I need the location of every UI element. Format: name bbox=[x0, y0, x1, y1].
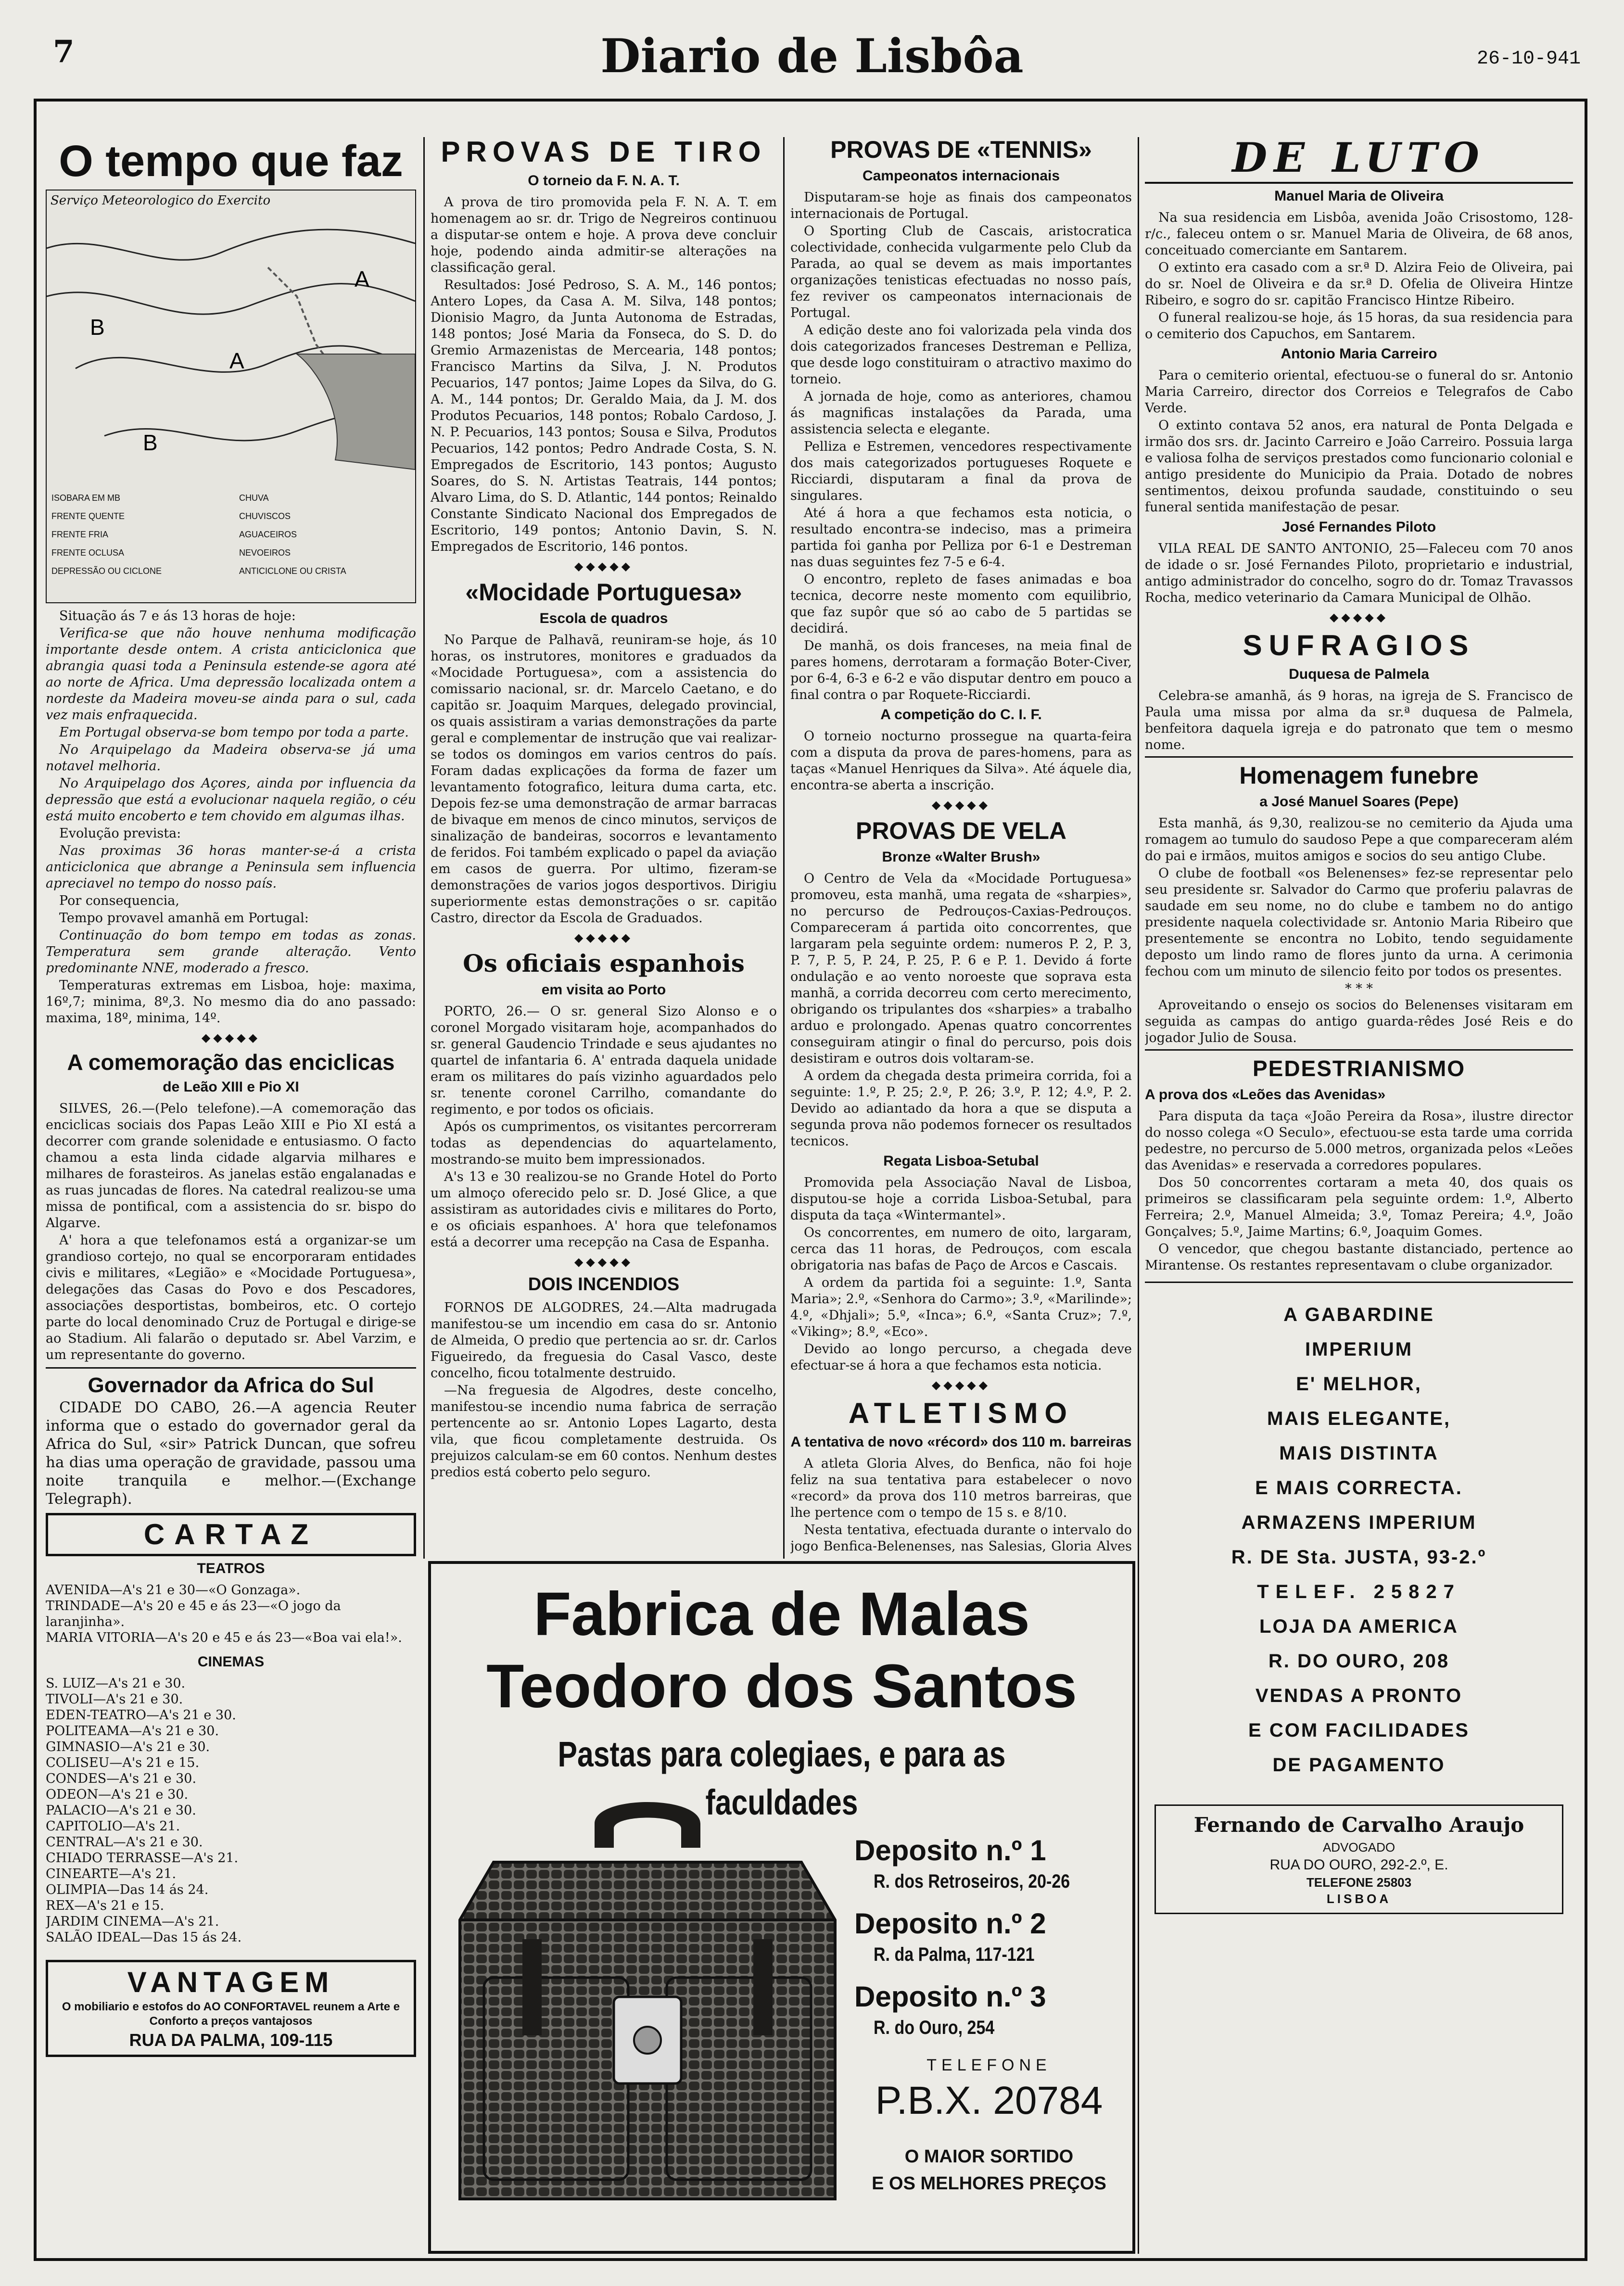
list-item: SALÃO IDEAL—Das 15 ás 24. bbox=[46, 1930, 242, 1945]
slogan-line1: O MAIOR SORTIDO bbox=[904, 2146, 1074, 2167]
paragraph: Até á hora a que fechamos esta noticia, o resultado encontra-se indeciso, mas a primeira partida foi ganha por Pelliza por 6-1 e Destreman nas duas seguintes fez 7-5 e 6-4. bbox=[790, 506, 1132, 570]
advogado-name: Fernando de Carvalho Araujo bbox=[1193, 1813, 1524, 1837]
advogado-phone: TELEFONE 25803 bbox=[1306, 1875, 1412, 1890]
paragraph: Evolução prevista: bbox=[59, 826, 181, 841]
divider bbox=[46, 1367, 416, 1369]
briefcase-illustration bbox=[450, 1795, 845, 2218]
paragraph: VILA REAL DE SANTO ANTONIO, 25—Faleceu com 70 anos de idade o sr. José Fernandes Piloto, proprietario e industrial, antigo administrador do concelho, sogro do dr. Tomaz Travassos Rocha, medico veterinario da Camara Municipal de Olhão. bbox=[1145, 541, 1573, 605]
ornament-divider: ◆◆◆◆◆ bbox=[574, 559, 634, 573]
sufragios-subhead: Duquesa de Palmela bbox=[1289, 666, 1429, 682]
anticyclone-label: A bbox=[229, 348, 244, 373]
ornament-divider: ◆◆◆◆◆ bbox=[931, 1378, 991, 1392]
paragraph: Nesta tentativa, efectuada durante o intervalo do jogo Benfica-Belenenses, nas Salesias, Gloria Alves bbox=[790, 1523, 1132, 1554]
paragraph: A' hora a que telefonamos está a organizar-se um grandioso cortejo, no qual se encorporaram entidades civis e militares, «Legião» e «Mocidade Portuguesa», delegações das Casas do Povo e dos Pescadores, associações desportistas, bombeiros, etc. O cortejo parte do local denominado Cruz de Portugal e dirige-se ao Stadium. Ali falarão o deputado sr. Abel Varzim, e um representante do governo. bbox=[46, 1233, 416, 1362]
atletismo-headline: ATLETISMO bbox=[848, 1397, 1074, 1429]
paragraph: CIDADE DO CABO, 26.—A agencia Reuter informa que o estado do governador geral da Africa do Sul, «sir» Patrick Duncan, que sofreu ha dias uma operação de gravidade, passou uma noite tranquila e melhor.—(Exchange Telegraph). bbox=[46, 1399, 416, 1508]
column-rule bbox=[783, 137, 785, 1559]
legend-item: NEVOEIROS bbox=[239, 548, 291, 558]
paragraph: Aproveitando o ensejo os socios do Belenenses visitaram em seguida as campas do antigo guarda-rêdes José Reis e do jogador Julio de Sousa. bbox=[1145, 998, 1573, 1045]
advogado-role: ADVOGADO bbox=[1322, 1840, 1396, 1854]
asterism: * * * bbox=[1345, 981, 1373, 996]
deposito-2-label: Deposito n.º 2 bbox=[854, 1907, 1046, 1940]
column-3 bbox=[790, 135, 1132, 1554]
ad-line: E COM FACILIDADES bbox=[1248, 1720, 1470, 1741]
vela-subhead: Bronze «Walter Brush» bbox=[882, 849, 1040, 865]
paragraph: O Centro de Vela da «Mocidade Portuguesa» promoveu, esta manhã, uma regata de «sharpies», no percurso de Pedrouços-Caxias-Pedrouços. Compareceram á partida oito concorrentes, que largaram pela seguinte ordem: numeros P. 2, P. 3, P. 7, P. 5, P. 24, P. 25, P. 6 e P. 1. Devido á forte ondulação e ao vento noroeste que soprava esta manhã, a corrida decorreu com certo merecimento, obrigando os tripulantes dos «sharpies» a trabalho arduo e prolongado. Apenas quatro concorrentes conseguiram atingir o final do percurso, pois dois desistiram e outros dois voltaram-se. bbox=[790, 871, 1132, 1066]
paragraph: Celebra-se amanhã, ás 9 horas, na igreja de S. Francisco de Paula uma missa por alma da sr.ª duquesa de Palmela, benfeitora daquela igreja e do patronato que tem o mesmo nome. bbox=[1145, 688, 1573, 752]
list-item: S. LUIZ—A's 21 e 30. bbox=[46, 1676, 186, 1691]
deposito-1-label: Deposito n.º 1 bbox=[854, 1834, 1046, 1867]
teatros-label: TEATROS bbox=[197, 1561, 265, 1576]
list-item: EDEN-TEATRO—A's 21 e 30. bbox=[46, 1708, 236, 1723]
ad-line: LOJA DA AMERICA bbox=[1259, 1616, 1459, 1637]
legend-item: CHUVA bbox=[239, 493, 269, 503]
paragraph: Por consequencia, bbox=[59, 893, 179, 908]
paragraph: O encontro, repleto de fases animadas e boa tecnica, decorre neste momento com equilibrio, que faz supôr que só ao cabo de 5 partidas se decidirá. bbox=[790, 572, 1132, 636]
ad-line: IMPERIUM bbox=[1305, 1339, 1413, 1360]
paragraph: —Na freguesia de Algodres, deste concelho, manifestou-se incendio numa fabrica de serração pertencente ao sr. Antonio Lopes Lagarto, desta vila, que ficou completamente destruida. Os prejuizos calculam-se em 60 contos. Nenhum destes predios está coberto pelo seguro. bbox=[431, 1383, 777, 1480]
paragraph: A jornada de hoje, como as anteriores, chamou ás magnificas instalações da Parada, uma assistencia selecta e elegante. bbox=[790, 389, 1132, 437]
paragraph: Verifica-se que não houve nenhuma modificação importante desde ontem. A crista anticiclonica que abrangia quasi toda a Peninsula estende-se agora até ao norte de Africa. Uma depressão localizada ontem a nordeste da Madeira moveu-se ainda para o sul, cada vez mais enfraquecida. bbox=[46, 626, 416, 723]
paragraph: Disputaram-se hoje as finais dos campeonatos internacionais de Portugal. bbox=[790, 190, 1132, 221]
list-item: ODEON—A's 21 e 30. bbox=[46, 1787, 189, 1802]
ad-line: A GABARDINE bbox=[1283, 1304, 1434, 1325]
tempo-headline: O tempo que faz bbox=[59, 137, 403, 186]
list-item: MARIA VITORIA—A's 20 e 45 e ás 23—«Boa vai ela!». bbox=[46, 1630, 402, 1645]
paragraph: Temperaturas extremas em Lisboa, hoje: maxima, 16º,7; minima, 8º,3. No mesmo dia do ano passado: maxima, 18º, minima, 14º. bbox=[46, 978, 416, 1026]
paragraph: No Parque de Palhavã, reuniram-se hoje, ás 10 horas, os instrutores, monitores e graduados da «Mocidade Portuguesa», com a assistencia do comissario nacional, sr. dr. Marcelo Caetano, e do capitão sr. Joaquim Marques, delegado provincial, os quais assistiram a varias demonstrações da parte geral e complementar de instrução que vai realizar-se todos os domingos em varios centros do país. Foram dadas explicações da forma de fazer um levantamento fotografico, leitura duma carta, etc. Depois fez-se uma demonstração de armar barracas de bivaque em menos de cinco minutos, serviços de sinalização de bandeiras, socorros e levantamento de feridos. Foi também explicado o papel da aviação em casos de guerra. Por ultimo, fizeram-se demonstrações de varios jogos desportivos. Dirigiu superiormente estas demonstrações o sr. capitão Castro, director da Escola de Graduados. bbox=[431, 633, 777, 926]
divider bbox=[1145, 756, 1573, 758]
obituary-name: Manuel Maria de Oliveira bbox=[1274, 188, 1444, 204]
isobar-chart bbox=[47, 210, 415, 479]
list-item: REX—A's 21 e 15. bbox=[46, 1898, 165, 1913]
gabardine-ad bbox=[1145, 1297, 1573, 1782]
map-caption: Serviço Meteorologico do Exercito bbox=[51, 193, 271, 208]
list-item: CENTRAL—A's 21 e 30. bbox=[46, 1835, 203, 1850]
paragraph: Devido ao longo percurso, a chegada deve efectuar-se á hora a que fechamos esta noticia. bbox=[790, 1342, 1132, 1373]
tennis-subhead: Campeonatos internacionais bbox=[862, 168, 1060, 184]
legend-item: FRENTE FRIA bbox=[51, 530, 109, 539]
paragraph: FORNOS DE ALGODRES, 24.—Alta madrugada manifestou-se um incendio em casa do sr. Antonio de Almeida, O predio que pertencia ao sr. dr. Carlos Figueiredo, da freguesia do Casal Vasco, deste concelho, ficou totalmente destruido. bbox=[431, 1300, 777, 1381]
list-item: JARDIM CINEMA—A's 21. bbox=[46, 1914, 219, 1929]
divider bbox=[1145, 182, 1573, 184]
paragraph: A atleta Gloria Alves, do Benfica, não foi hoje feliz na sua tentativa para estabelecer o novo «record» da prova dos 110 metros barreiras, que lhe pertence com o tempo de 15 s. e 8/10. bbox=[790, 1456, 1132, 1520]
ad-line: E' MELHOR, bbox=[1296, 1373, 1422, 1395]
legend-item: ISOBARA EM MB bbox=[51, 493, 121, 503]
paragraph: O funeral realizou-se hoje, ás 15 horas, da sua residencia para o cemiterio dos Capuchos, em Santarem. bbox=[1145, 310, 1573, 342]
list-item: POLITEAMA—A's 21 e 30. bbox=[46, 1724, 219, 1739]
paragraph: Após os cumprimentos, os visitantes percorreram todas as dependencias do aquartelamento, mostrando-se muito bem impressionados. bbox=[431, 1119, 777, 1167]
cinemas-label: CINEMAS bbox=[197, 1654, 265, 1670]
tiro-headline: PROVAS DE TIRO bbox=[441, 136, 767, 168]
paragraph: Dos 50 concorrentes cortaram a meta 40, dos quais os primeiros se classificaram pela seguinte ordem: 1.º, Alberto Ferreira; 2.º, Manuel Almeida; 3.º, Tomaz Pereira; 4.º, João Gonçalves; 5.º, Jaime Martins; 6.º, Joaquim Gomes. bbox=[1145, 1175, 1573, 1239]
telefone-label: TELEFONE bbox=[926, 2056, 1052, 2074]
list-item: COLISEU—A's 21 e 15. bbox=[46, 1755, 200, 1770]
cartaz-title: CARTAZ bbox=[143, 1518, 318, 1550]
fabrica-malas-ad bbox=[428, 1561, 1135, 2254]
column-rule bbox=[423, 137, 425, 1559]
ad-line: DE PAGAMENTO bbox=[1272, 1754, 1446, 1776]
list-item: TRINDADE—A's 20 e 45 e ás 23—«O jogo da laranjinha». bbox=[46, 1599, 341, 1629]
paragraph: Na sua residencia em Lisbôa, avenida João Crisostomo, 128-r/c., faleceu ontem o sr. Manuel Maria de Oliveira, de 68 anos, conceituado comerciante em Santarem. bbox=[1145, 210, 1573, 258]
list-item: CINEARTE—A's 21. bbox=[46, 1867, 177, 1881]
paragraph: A ordem da chegada desta primeira corrida, foi a seguinte: 1.º, P. 25; 2.º, P. 26; 3.º, P. 12; 4.º, P. 2. Devido ao adiantado da hora a que se disputa a segunda prova não podemos fornecer os resultados tecnicos. bbox=[790, 1068, 1132, 1149]
paragraph: Em Portugal observa-se bom tempo por toda a parte. bbox=[59, 725, 409, 740]
ad-subtitle: Pastas para colegiaes, e para as faculdades bbox=[558, 1734, 1006, 1822]
incendios-headline: DOIS INCENDIOS bbox=[528, 1274, 680, 1295]
ad-line: ARMAZENS IMPERIUM bbox=[1241, 1512, 1477, 1533]
ad-line: E MAIS CORRECTA. bbox=[1255, 1477, 1463, 1499]
homenagem-headline: Homenagem funebre bbox=[1239, 762, 1479, 789]
paragraph: Para o cemiterio oriental, efectuou-se o funeral do sr. Antonio Maria Carreiro, director dos Correios e Telegrafos de Cabo Verde. bbox=[1145, 368, 1573, 416]
depositos-list bbox=[854, 1833, 1124, 2197]
mocidade-subhead: Escola de quadros bbox=[539, 610, 668, 626]
paragraph: Continuação do bom tempo em todas as zonas. Temperatura sem grande alteração. Vento predominante NNE, moderado a fresco. bbox=[46, 928, 416, 976]
deposito-3-address: R. do Ouro, 254 bbox=[874, 2017, 995, 2038]
ad-line: MAIS DISTINTA bbox=[1279, 1443, 1439, 1464]
paragraph: No Arquipelago dos Açores, ainda por influencia da depressão que está a evolucionar naquela região, o céu está muito encoberto e tem chovido em algumas ilhas. bbox=[46, 776, 416, 824]
deposito-1-address: R. dos Retroseiros, 20-26 bbox=[874, 1871, 1070, 1892]
legend-item: FRENTE QUENTE bbox=[51, 511, 125, 521]
regata-subhead: Regata Lisboa-Setubal bbox=[883, 1153, 1039, 1169]
paragraph: O extinto era casado com a sr.ª D. Alzira Feio de Oliveira, pai do sr. Noel de Oliveira e da sr.ª D. Ofelia de Oliveira Hintze Ribeiro, e sogro do sr. capitão Francisco Hintze Ribeiro. bbox=[1145, 260, 1573, 308]
list-item: TIVOLI—A's 21 e 30. bbox=[46, 1692, 183, 1707]
legend-item: CHUVISCOS bbox=[239, 511, 291, 521]
legend-item: ANTICICLONE OU CRISTA bbox=[239, 566, 346, 576]
deposito-3-label: Deposito n.º 3 bbox=[854, 1981, 1046, 2013]
enciclicas-subhead: de Leão XIII e Pio XI bbox=[163, 1079, 299, 1095]
newspaper-title: Diario de Lisbôa bbox=[600, 29, 1024, 83]
ornament-divider: ◆◆◆◆◆ bbox=[574, 931, 634, 944]
atletismo-subhead: A tentativa de novo «récord» dos 110 m. barreiras bbox=[790, 1434, 1132, 1450]
weather-map bbox=[46, 190, 416, 603]
masthead bbox=[0, 0, 1624, 82]
oficiais-subhead: em visita ao Porto bbox=[541, 982, 666, 998]
advogado-card bbox=[1155, 1804, 1563, 1914]
paragraph: Nas proximas 36 horas manter-se-á a crista anticiclonica que abrange a Peninsula sem influencia apreciavel no tempo do nosso país. bbox=[46, 843, 416, 891]
ad-line: MAIS ELEGANTE, bbox=[1267, 1408, 1451, 1429]
ornament-divider: ◆◆◆◆◆ bbox=[1329, 610, 1389, 624]
paragraph: A ordem da partida foi a seguinte: 1.º, Santa Maria»; 2.º, «Senhora do Carmo»; 3.º, «Marilinde»; 4.º, «Dhjali»; 5.º, «Inca»; 6.º, «Santa Cruz»; 7.º, «Viking»; 8.º, «Eco». bbox=[790, 1275, 1132, 1339]
mocidade-headline: «Mocidade Portuguesa» bbox=[465, 579, 742, 606]
ad-title-line1: Fabrica de Malas bbox=[533, 1580, 1030, 1649]
list-item: OLIMPIA—Das 14 ás 24. bbox=[46, 1882, 209, 1897]
vantagem-title: VANTAGEM bbox=[127, 1966, 335, 1998]
list-item: GIMNASIO—A's 21 e 30. bbox=[46, 1740, 210, 1754]
paragraph: Os concorrentes, em numero de oito, largaram, cerca das 11 horas, de Pedrouços, com escala obrigatoria nas bafas de Paço de Arcos e Cascais. bbox=[790, 1225, 1132, 1273]
paragraph: O vencedor, que chegou bastante distanciado, pertence ao Mirantense. Os restantes representavam o clube organizador. bbox=[1145, 1242, 1573, 1273]
paragraph: Pelliza e Estremen, vencedores respectivamente dos mais categorizados portugueses Roquete e Ricciardi, disputaram a final da prova de singulares. bbox=[790, 439, 1132, 503]
paragraph: Promovida pela Associação Naval de Lisboa, disputou-se hoje a corrida Lisboa-Setubal, para disputa da taça «Wintermantel». bbox=[790, 1175, 1132, 1223]
depression-label: B bbox=[90, 315, 105, 340]
paragraph: O Sporting Club de Cascais, aristocratica colectividade, conhecida vulgarmente pelo Club da Parada, ao qual se devem as mais importantes organizações tenisticas efectuadas no nosso país, fez reviver os campeonatos internacionais de Portugal. bbox=[790, 224, 1132, 320]
list-item: CONDES—A's 21 e 30. bbox=[46, 1771, 197, 1786]
ornament-divider: ◆◆◆◆◆ bbox=[931, 798, 991, 812]
list-item: AVENIDA—A's 21 e 30—«O Gonzaga». bbox=[46, 1583, 301, 1598]
cif-subhead: A competição do C. I. F. bbox=[880, 707, 1042, 723]
slogan-line2: E OS MELHORES PREÇOS bbox=[872, 2173, 1106, 2194]
obituary-name: Antonio Maria Carreiro bbox=[1281, 346, 1437, 362]
paragraph: Tempo provavel amanhã em Portugal: bbox=[59, 911, 309, 926]
paragraph: Esta manhã, ás 9,30, realizou-se no cemiterio da Ajuda uma romagem ao tumulo do saudoso Pepe a que compareceram além do pai e irmãos, muitos amigos e socios do seu antigo Clube. bbox=[1145, 816, 1573, 864]
legend-item: FRENTE OCLUSA bbox=[51, 548, 125, 558]
pedestrianismo-headline: PEDESTRIANISMO bbox=[1252, 1056, 1466, 1081]
list-item: PALACIO—A's 21 e 30. bbox=[46, 1803, 196, 1818]
vantagem-text: O mobiliario e estofos do AO CONFORTAVEL reunem a Arte e Conforto a preços vantajosos bbox=[62, 2000, 400, 2028]
cartaz-box bbox=[46, 1513, 416, 1556]
advogado-city: LISBOA bbox=[1326, 1892, 1392, 1906]
cinemas-list bbox=[46, 1676, 416, 1945]
ornament-divider: ◆◆◆◆◆ bbox=[201, 1031, 261, 1044]
ornament-divider: ◆◆◆◆◆ bbox=[574, 1255, 634, 1269]
enciclicas-headline: A comemoração das enciclicas bbox=[67, 1050, 395, 1075]
paragraph: A edição deste ano foi valorizada pela vinda dos dois categorizados franceses Destreman e Pelliza, que desde logo constituiram o atractivo maximo do torneio. bbox=[790, 323, 1132, 387]
paragraph: Para disputa da taça «João Pereira da Rosa», ilustre director do nosso colega «O Seculo», efectuou-se esta tarde uma corrida pedestre, no percurso de 5.000 metros, organizada pelos «Leões das Avenidas» e reservada a corredores populares. bbox=[1145, 1109, 1573, 1173]
divider bbox=[1145, 1049, 1573, 1051]
paragraph: No Arquipelago da Madeira observa-se já uma notavel melhoria. bbox=[46, 742, 416, 774]
homenagem-subhead: a José Manuel Soares (Pepe) bbox=[1259, 794, 1459, 810]
vantagem-ad bbox=[46, 1960, 416, 2057]
legend-item: AGUACEIROS bbox=[239, 530, 297, 539]
depression-label: B bbox=[143, 430, 158, 455]
paragraph: SILVES, 26.—(Pelo telefone).—A comemoração das enciclicas sociais dos Papas Leão XIII e Pio XI está a decorrer com grande solenidade e entusiasmo. O facto chamou a esta linda cidade algarvia milhares e milhares de forasteiros. As janelas estão engalanadas e as ruas juncadas de flores. Na catedral realizou-se uma missa de pontifical, com a assistencia do sr. bispo do Algarve. bbox=[46, 1101, 416, 1231]
paragraph: A's 13 e 30 realizou-se no Grande Hotel do Porto um almoço oferecido pelo sr. D. José Glice, a que assistiram as autoridades civis e militares do Porto, e os oficiais espanhoes. A' hora que telefonamos está a decorrer uma recepção na Casa de Espanha. bbox=[431, 1169, 777, 1250]
oficiais-headline: Os oficiais espanhois bbox=[463, 949, 745, 978]
vela-headline: PROVAS DE VELA bbox=[855, 817, 1067, 844]
paragraph: O clube de football «os Belenenses» fez-se representar pelo seu presidente sr. Salvador do Carmo que proferiu palavras de saudade em seu nome, no do clube e tambem no do antigo presidente naquela colectividade sr. Antonio Maria Ribeiro que presentemente se encontra no Lobito, tendo seguidamente deposto um lindo ramo de flores junto da urna. A cerimonia fechou com um minuto de silencio feito por todos os presentes. bbox=[1145, 866, 1573, 979]
column-4 bbox=[1145, 135, 1573, 2251]
column-rule bbox=[1138, 137, 1139, 2254]
paragraph: O extinto contava 52 anos, era natural de Ponta Delgada e irmão dos srs. dr. Jacinto Carreiro e João Carreiro. Possuia larga e valiosa folha de serviços prestados como funcionario colonial e antigo presidente do Municipio da Praia. Dotado de nobres sentimentos, deixou profunda saudade, constituindo o seu funeral sentida manifestação de pesar. bbox=[1145, 418, 1573, 515]
list-item: CAPITOLIO—A's 21. bbox=[46, 1819, 180, 1834]
anticyclone-label: A bbox=[355, 267, 369, 292]
luto-headline: DE LUTO bbox=[1232, 135, 1486, 181]
paragraph: Situação ás 7 e ás 13 horas de hoje: bbox=[59, 609, 296, 623]
sufragios-headline: SUFRAGIOS bbox=[1243, 629, 1475, 661]
governador-headline: Governador da Africa do Sul bbox=[88, 1373, 374, 1397]
vantagem-address: RUA DA PALMA, 109-115 bbox=[129, 2030, 333, 2050]
pbx-number: P.B.X. 20784 bbox=[875, 2079, 1103, 2122]
tiro-subhead: O torneio da F. N. A. T. bbox=[528, 173, 680, 189]
paragraph: O torneio nocturno prossegue na quarta-feira com a disputa da prova de pares-homens, para as taças «Manuel Henriques da Silva». Até áquele dia, encontra-se aberta a inscrição. bbox=[790, 729, 1132, 793]
divider bbox=[1145, 1282, 1573, 1283]
map-legend-right bbox=[239, 489, 412, 580]
legend-item: DEPRESSÃO OU CICLONE bbox=[51, 566, 162, 576]
ad-line: VENDAS A PRONTO bbox=[1255, 1685, 1463, 1706]
advogado-address: RUA DO OURO, 292-2.º, E. bbox=[1269, 1857, 1448, 1873]
page-number: 7 bbox=[53, 34, 75, 70]
paragraph: Resultados: José Pedroso, S. A. M., 146 pontos; Antero Lopes, da Casa A. M. Silva, 148 pontos; Dionisio Magro, da Junta Autonoma de Estradas, 148 pontos; José Maria da Fonseca, do S. D. do Gremio Armazenistas de Mercearia, 148 pontos; Francisco Martins da Silva, J. N. Produtos Pecuarios, 147 pontos; Jaime Lopes da Silva, do G. A. M., 144 pontos; Dr. Geraldo Maia, da J. M. dos Produtos Pecuarios, 148 pontos; Robalo Cardoso, J. N. P. Pecuarios, 143 pontos; Sousa e Silva, Produtos Pecuarios, 142 pontos; Pedro Andrade Costa, S. N. Empregados de Escritorio, 143 pontos; Augusto Soares, do S. N. Artistas Teatrais, 144 pontos; Alvaro Lima, do S. D. Atlantic, 144 pontos; Reinaldo Constante Sindicato Nacional dos Empregados de Escritorio, 149 pontos; Antonio Davin, S. N. Empregados de Escritorio, 146 pontos. bbox=[431, 278, 777, 554]
pedestrianismo-subhead: A prova dos «Leões das Avenidas» bbox=[1145, 1087, 1386, 1103]
deposito-2-address: R. da Palma, 117-121 bbox=[874, 1944, 1035, 1965]
ad-line: R. DO OURO, 208 bbox=[1268, 1651, 1450, 1672]
list-item: CHIADO TERRASSE—A's 21. bbox=[46, 1851, 239, 1866]
column-1 bbox=[46, 135, 416, 2251]
issue-date: 26-10-941 bbox=[1476, 48, 1581, 70]
paragraph: PORTO, 26.— O sr. general Sizo Alonso e o coronel Morgado visitaram hoje, acompanhados do sr. general Gaudencio Trindade e seus ajudantes no quartel de infantaria 6. A' entrada daquela unidade eram os militares do país vizinho aguardados pelo sr. tenente coronel Carrilho, comandante do regimento, e por todos os oficiais. bbox=[431, 1004, 777, 1117]
ad-line: R. DE Sta. JUSTA, 93-2.º bbox=[1231, 1547, 1487, 1568]
tennis-headline: PROVAS DE «TENNIS» bbox=[830, 136, 1092, 163]
ad-line: TELEF. 25827 bbox=[1257, 1581, 1461, 1602]
paragraph: De manhã, os dois franceses, na meia final de pares homens, derrotaram a formação Boter-Civer, por 6-4, 6-3 e 6-2 e vão disputar dentro em pouco a final contra o par Roquete-Ricciardi. bbox=[790, 638, 1132, 702]
map-legend-left bbox=[51, 489, 225, 580]
column-2 bbox=[431, 135, 777, 1554]
teatros-list bbox=[46, 1582, 416, 1646]
obituary-name: José Fernandes Piloto bbox=[1281, 519, 1436, 535]
paragraph: A prova de tiro promovida pela F. N. A. T. em homenagem ao sr. dr. Trigo de Negreiros continuou a disputar-se ontem e hoje. A prova deve concluir hoje, podendo ainda admitir-se alterações na classificação geral. bbox=[431, 195, 777, 275]
ad-title-line2: Teodoro dos Santos bbox=[486, 1652, 1077, 1721]
